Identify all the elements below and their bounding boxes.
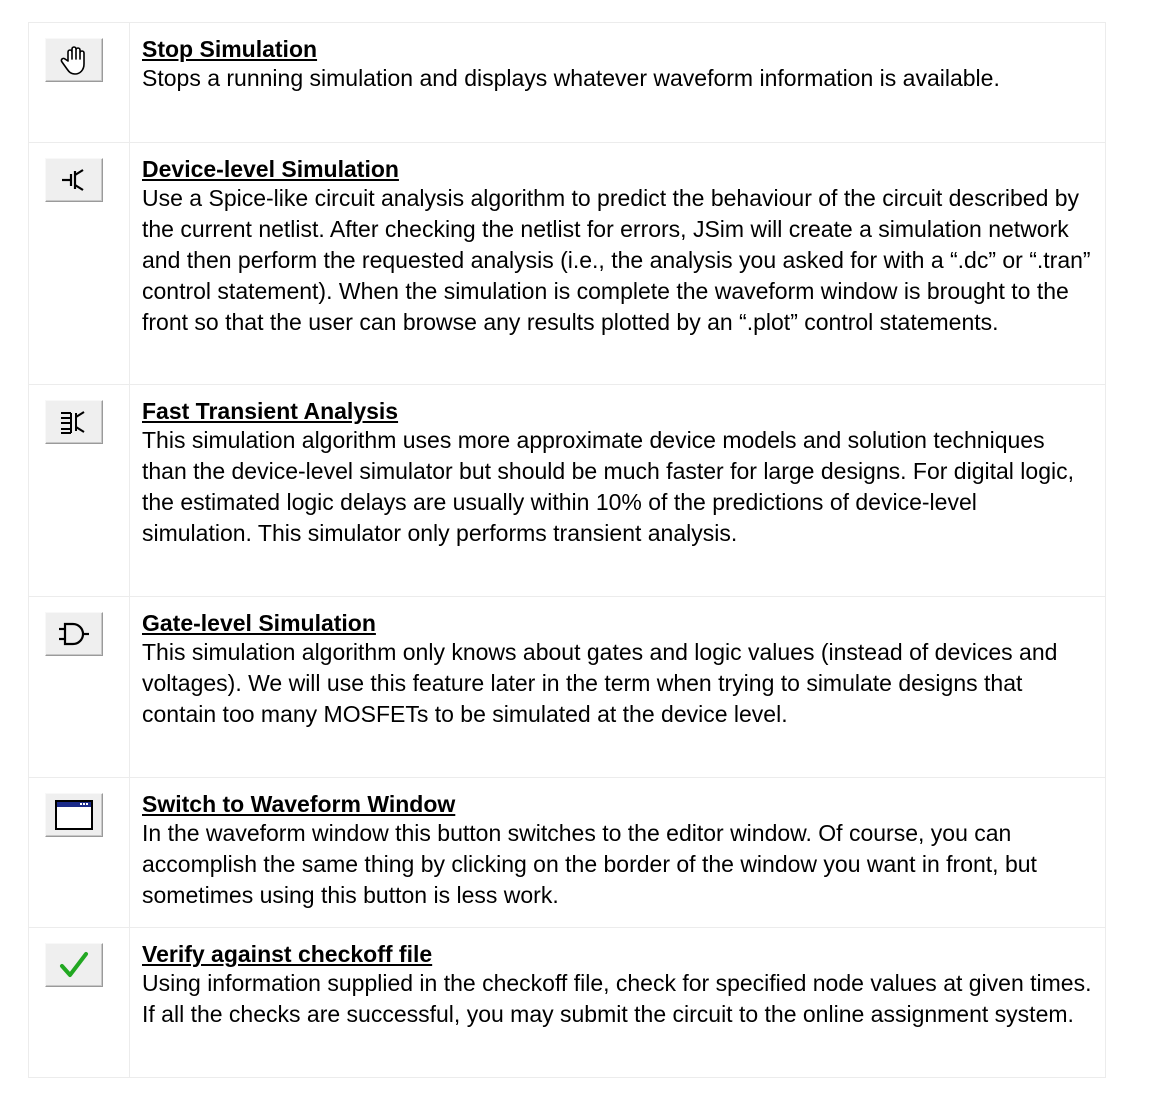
entry-description: Use a Spice-like circuit analysis algorithm to predict the behaviour of the circuit described by the current netlist. After checking the netlist for errors, JSim will create a simulation network and then perform the requested analysis (i.e., the analysis you asked for with a “.dc” or “.tran” control statement). When the simulation is complete the waveform window is brought to the front so that the user can browse any results plotted by an “.plot” control statements. bbox=[142, 185, 1091, 335]
table-row bbox=[29, 597, 1106, 778]
table-row bbox=[29, 778, 1106, 928]
hand-stop-icon[interactable] bbox=[45, 38, 103, 82]
toolbar-reference-table bbox=[28, 22, 1106, 1078]
entry-description: Stops a running simulation and displays whatever waveform information is available. bbox=[142, 65, 1000, 91]
table-row bbox=[29, 143, 1106, 385]
table-row bbox=[29, 23, 1106, 143]
icon-cell bbox=[29, 385, 130, 597]
entry-description: This simulation algorithm uses more approximate device models and solution techniques than the device-level simulator but should be much faster for large designs. For digital logic, the estimated logic delays are usually within 10% of the predictions of device-level simulation. This simulator only performs transient analysis. bbox=[142, 427, 1074, 546]
icon-cell bbox=[29, 23, 130, 143]
entry-title[interactable]: Gate-level Simulation bbox=[142, 610, 376, 636]
entry-description: This simulation algorithm only knows about gates and logic values (instead of devices and voltages). We will use this feature later in the term when trying to simulate designs that contain too many MOSFETs to be simulated at the device level. bbox=[142, 639, 1058, 727]
entry-title[interactable]: Device-level Simulation bbox=[142, 156, 399, 182]
fast-transient-icon[interactable] bbox=[45, 400, 103, 444]
waveform-window-icon[interactable] bbox=[45, 793, 103, 837]
icon-cell bbox=[29, 778, 130, 928]
table-row bbox=[29, 385, 1106, 597]
entry-description: In the waveform window this button switches to the editor window. Of course, you can accomplish the same thing by clicking on the border of the window you want in front, but sometimes using this button is less work. bbox=[142, 820, 1037, 908]
description-cell bbox=[130, 385, 1106, 597]
logic-gate-icon[interactable] bbox=[45, 612, 103, 656]
description-cell bbox=[130, 778, 1106, 928]
description-cell bbox=[130, 597, 1106, 778]
table-row bbox=[29, 928, 1106, 1078]
entry-title[interactable]: Stop Simulation bbox=[142, 36, 318, 62]
checkmark-icon[interactable] bbox=[45, 943, 103, 987]
icon-cell bbox=[29, 143, 130, 385]
description-cell bbox=[130, 143, 1106, 385]
device-simulation-icon[interactable] bbox=[45, 158, 103, 202]
entry-title[interactable]: Verify against checkoff file bbox=[142, 941, 433, 967]
entry-title[interactable]: Switch to Waveform Window bbox=[142, 791, 456, 817]
icon-cell bbox=[29, 597, 130, 778]
description-cell bbox=[130, 928, 1106, 1078]
icon-cell bbox=[29, 928, 130, 1078]
entry-description: Using information supplied in the checkoff file, check for specified node values at given times. If all the checks are successful, you may submit the circuit to the online assignment system. bbox=[142, 970, 1092, 1027]
description-cell bbox=[130, 23, 1106, 143]
entry-title[interactable]: Fast Transient Analysis bbox=[142, 398, 399, 424]
